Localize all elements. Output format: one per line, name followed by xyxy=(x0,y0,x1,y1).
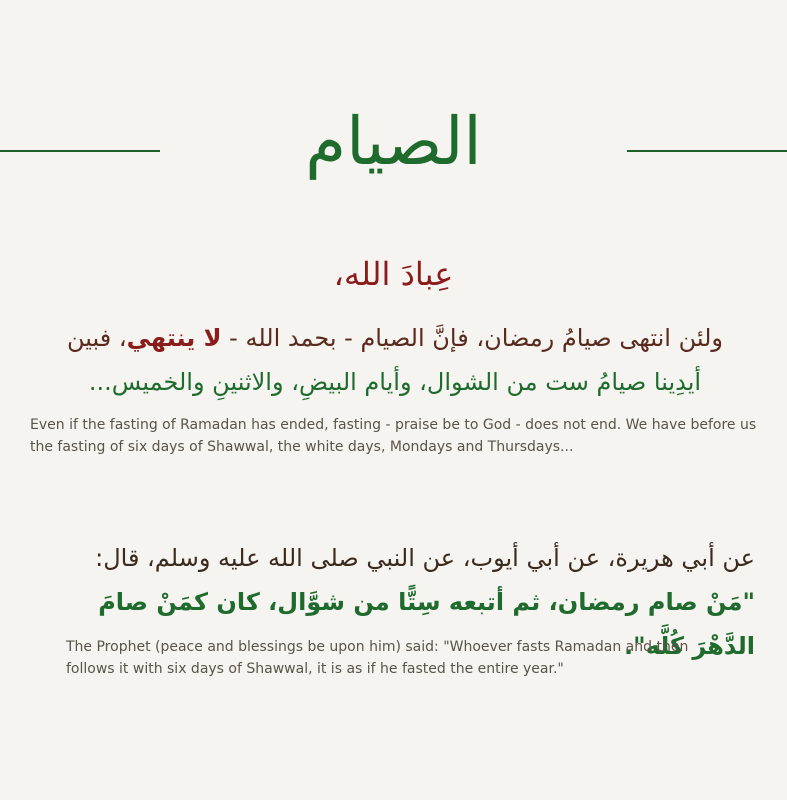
arabic-paragraph xyxy=(40,316,750,404)
greeting: عِبادَ الله، xyxy=(333,255,454,293)
arabic-text-end: ، فبين xyxy=(66,324,127,352)
page-title: الصيام xyxy=(305,103,482,180)
arabic-paragraph-line-2: أيدِينا صيامُ ست من الشوال، وأيام البيضِ، والاثنينِ والخميس... xyxy=(88,368,702,396)
hadith-narration: عن أبي هريرة، عن أبي أيوب، عن النبي صلى الله عليه وسلم، قال: xyxy=(95,544,755,572)
english-translation-1: Even if the fasting of Ramadan has ended, fasting - praise be to God - does not end. We have before us the fasting of six days of Shawwal, the white days, Mondays and Thursdays... xyxy=(30,417,757,455)
arabic-highlight: لا ينتهي xyxy=(126,324,222,352)
english-translation-2: The Prophet (peace and blessings be upon him) said: "Whoever fasts Ramadan and then follows it with six days of Shawwal, it is as if he fasted the entire year." xyxy=(66,639,689,677)
hadith-quote: "مَنْ صام رمضان، ثم أتبعه سِتًّا من شوَّال، كان كمَنْ صامَ الدَّهْرَ كُلَّه". xyxy=(98,588,755,660)
arabic-text-start: ولئن انتهى صيامُ رمضان، فإنَّ الصيام - بحمد الله - xyxy=(221,324,724,352)
right-divider-line xyxy=(627,150,787,152)
arabic-paragraph-line-1 xyxy=(40,316,750,360)
left-divider-line xyxy=(0,150,160,152)
